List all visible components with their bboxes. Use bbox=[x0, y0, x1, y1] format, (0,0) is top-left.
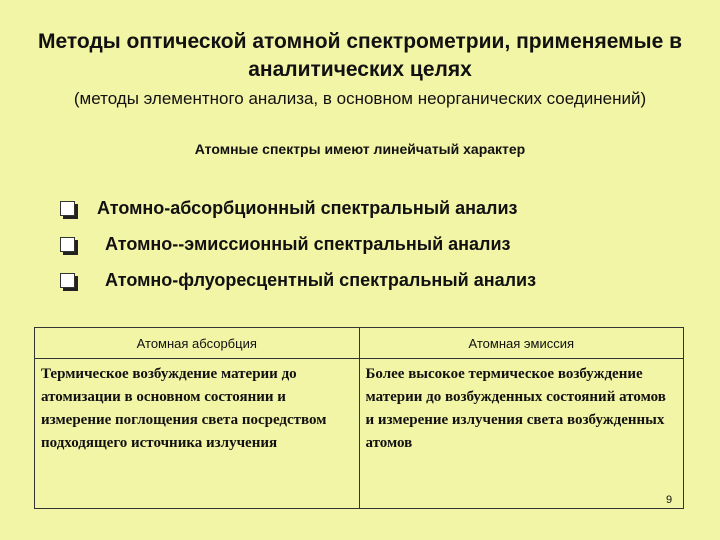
method-label: Атомно--эмиссионный спектральный анализ bbox=[105, 233, 511, 254]
square-bullet-icon bbox=[60, 201, 75, 216]
square-bullet-icon bbox=[60, 273, 75, 288]
table-header-row bbox=[35, 328, 684, 359]
table-cell-absorption: Термическое возбуждение материи до атомизации в основном состоянии и измерение поглощения света посредством подходящего источника излучения bbox=[35, 359, 360, 509]
slide-subtitle: (методы элементного анализа, в основном неорганических соединений) bbox=[73, 89, 647, 108]
table-header-emission: Атомная эмиссия bbox=[359, 328, 684, 359]
table-header-absorption: Атомная абсорбция bbox=[35, 328, 360, 359]
method-list-item bbox=[60, 190, 700, 226]
method-list-item bbox=[60, 262, 700, 298]
slide-note: Атомные спектры имеют линейчатый характер bbox=[194, 141, 526, 157]
method-list-item bbox=[60, 226, 700, 262]
method-label: Атомно-флуоресцентный спектральный анализ bbox=[105, 269, 537, 290]
table-cell-emission: Более высокое термическое возбуждение материи до возбужденных состояний атомов и измерение излучения света возбужденных атомов bbox=[359, 359, 684, 509]
comparison-table bbox=[34, 327, 684, 509]
page-number: 9 bbox=[666, 494, 673, 506]
method-label: Атомно-абсорбционный спектральный анализ bbox=[97, 197, 518, 218]
method-list bbox=[60, 190, 700, 298]
square-bullet-icon bbox=[60, 237, 75, 252]
slide-title: Методы оптической атомной спектрометрии, применяемые в аналитических целях bbox=[38, 30, 682, 81]
table-row bbox=[35, 359, 684, 509]
